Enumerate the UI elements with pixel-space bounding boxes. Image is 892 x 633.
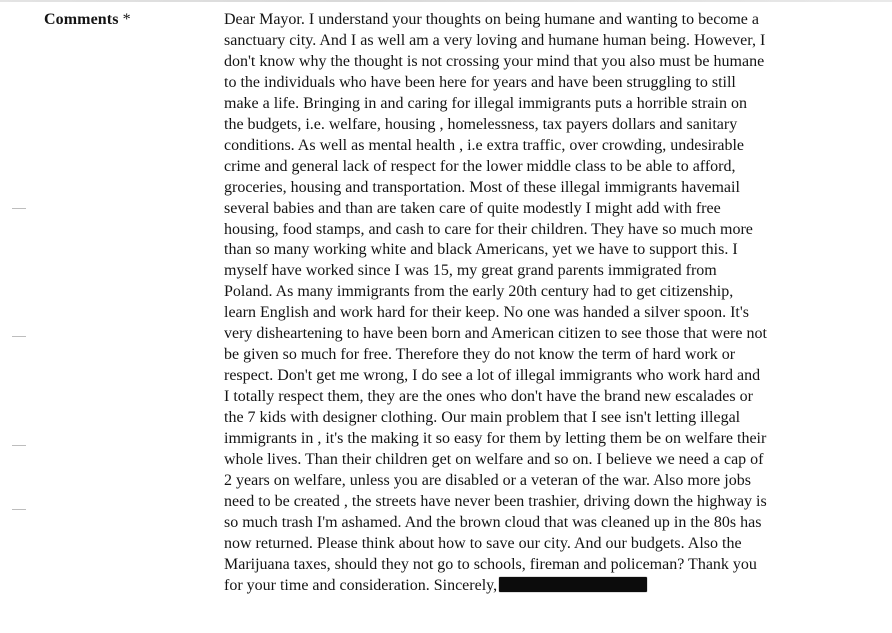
- comment-line: Poland. As many immigrants from the early 20th century had to get citizenship,: [224, 283, 734, 301]
- comment-line: so much trash I'm ashamed. And the brown cloud that was cleaned up in the 80s has: [224, 513, 762, 531]
- comment-line: whole lives. Than their children get on welfare and so on. I believe we need a cap of: [224, 451, 764, 469]
- comment-line: conditions. As well as mental health , i.e extra traffic, over crowding, undesirable: [224, 136, 744, 154]
- scan-speck: [12, 509, 26, 510]
- comment-line: very disheartening to have been born and American citizen to see those that were not: [224, 325, 767, 343]
- comment-line: I totally respect them, they are the ones who don't have the brand new escalades or: [224, 388, 753, 406]
- redacted-signature: [499, 577, 647, 592]
- comments-label-text: Comments: [44, 11, 119, 28]
- closing-text: for your time and consideration. Sincerely,: [224, 576, 498, 594]
- comment-line: than so many working white and black Americans, yet we have to support this. I: [224, 241, 738, 259]
- comment-line: groceries, housing and transportation. Most of these illegal immigrants havemail: [224, 178, 740, 196]
- comment-line: immigrants in , it's the making it so easy for them by letting them be on welfare their: [224, 430, 767, 448]
- comment-line: learn English and work hard for their keep. No one was handed a silver spoon. It's: [224, 304, 749, 322]
- comment-line: 2 years on welfare, unless you are disabled or a veteran of the war. Also more jobs: [224, 471, 751, 489]
- comment-line: now returned. Please think about how to save our city. And our budgets. Also the: [224, 534, 742, 552]
- comment-line: to the individuals who have been here for years and have been struggling to still: [224, 73, 736, 91]
- comment-line: crime and general lack of respect for the lower middle class to be able to afford,: [224, 157, 736, 175]
- comment-line: Dear Mayor. I understand your thoughts on being humane and wanting to become a: [224, 11, 759, 28]
- scan-speck: [12, 208, 26, 209]
- comment-line: housing, food stamps, and cash to care for their children. They have so much more: [224, 220, 753, 238]
- scan-top-edge: [0, 0, 892, 2]
- comment-line: myself have worked since I was 15, my great grand parents immigrated from: [224, 262, 717, 280]
- required-marker: *: [122, 11, 131, 28]
- comment-line: don't know why the thought is not crossing your mind that you also must be humane: [224, 52, 765, 70]
- comment-closing-line: [224, 576, 884, 597]
- comment-line: need to be created , the streets have never been trashier, driving down the highway is: [224, 492, 767, 510]
- comment-line: the 7 kids with designer clothing. Our main problem that I see isn't letting illegal: [224, 409, 741, 427]
- comment-line: Marijuana taxes, should they not go to schools, fireman and policeman? Thank you: [224, 555, 757, 573]
- comments-field-label: [44, 11, 131, 29]
- scan-speck: [12, 336, 26, 337]
- comment-text-block: [224, 10, 884, 597]
- comment-line: several babies and than are taken care of quite modestly I might add with free: [224, 199, 721, 217]
- comment-line: make a life. Bringing in and caring for illegal immigrants puts a horrible strain on: [224, 94, 747, 112]
- scan-speck: [12, 445, 26, 446]
- comment-line: sanctuary city. And I as well am a very loving and humane human being. However, I: [224, 31, 766, 49]
- comment-line: respect. Don't get me wrong, I do see a lot of illegal immigrants who work hard and: [224, 367, 761, 385]
- comment-line: the budgets, i.e. welfare, housing , homelessness, tax payers dollars and sanitary: [224, 115, 738, 133]
- comment-line: be given so much for free. Therefore they do not know the term of hard work or: [224, 346, 736, 364]
